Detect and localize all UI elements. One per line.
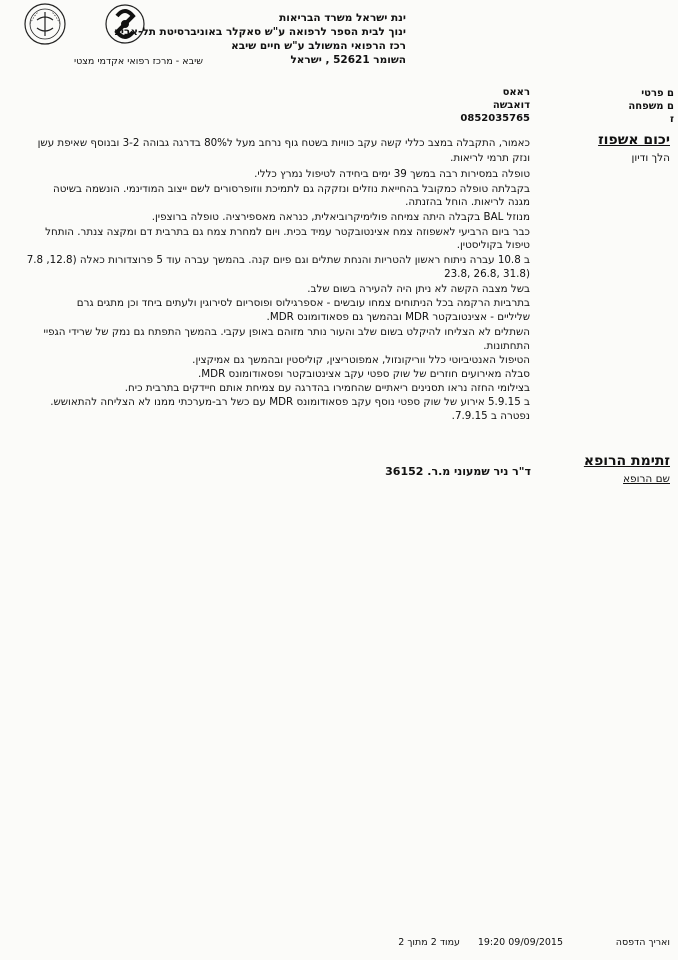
summary-line: בתרביות הרקמה בכל הניתוחים צמחו עובשים - אספרגילוס ופוסריום לסירוגין ולעתים ביחד וכן מתגים גרם [76,297,530,309]
signature-subtitle: שם הרופא [623,473,670,485]
summary-line: טיפול בקוליסטין. [456,239,530,251]
header-line-2: ינוך לבית הספר לרפואה ע"ש סאקלר באוניברסיטת תל-אביב [114,26,406,38]
last-name-value: דואבשה [492,100,530,111]
summary-line: כבר ביום הרביעי לאשפוזה צמח אצינטובקטר עמיד בכית. ויום למחרת צמח גם בתרבית דם ומקצה צנתר. הותחל [45,226,530,238]
summary-line: הטיפול האנטיביוטי כלל ווריקונזול, אמפוטריצין, קוליסטין ובהמשך גם אמיקצין. [192,354,530,366]
header-line-3: רכז הרפואי המשולב ע"ש חיים שיבא [231,40,406,52]
summary-line: מגנה לריאות. הוחל בהזנתה. [405,196,530,208]
summary-line: טופלה במסירות רבה במשך 39 ימים ביחידה לטיפול נמרץ כללי. [254,168,530,180]
id-number-value: 0852035765 [460,113,530,124]
summary-line: נפטרה ב 7.9.15. [451,410,530,422]
ministry-emblem-icon [22,2,68,46]
summary-line: ב 10.8 עברה ניתוח ראשון להטריות והנחת שתלים וגם פיום קנה. בהמשך עברה עוד 5 פרוצדורות כאלה (12.8, 7.8 [26,254,530,266]
summary-line: סבלה מאירועים חוזרים של שוק ספטי עקב אצינטובקטר ופסאודומונס MDR. [198,368,530,380]
header-line-4: השומר 52621 , ישראל [290,54,406,66]
summary-title: יכום אשפוז [598,132,670,148]
summary-line: בקבלתה טופלה כמקובל בהחייאת נוזלים ונזקקה גם לתמיכת ווזופרסורים לשם ייצוב המודינמי. הונשמה בשיטה [52,183,530,195]
id-label: ז [669,114,674,125]
first-name-value: ראאס [502,87,530,98]
doctor-name: ד"ר ניר שמעוני מ.ר. 36152 [385,465,531,478]
header-line-1: ינת ישראל משרד הבריאות [279,12,406,24]
summary-line: השתלים לא הצליחו להיקלט בשום שלב והעור נותר מזוהם באופן עקבי. בהמשך התפתח גם נמק של שרידי הגפיי [43,326,530,338]
print-datetime: 19:20 09/09/2015 [477,937,563,948]
sheba-logo-icon [104,0,146,48]
summary-line: (31.8 ,26.8 ,23.8 [444,268,530,280]
last-name-label: ם משפחה [628,101,674,112]
summary-line: שליליים - אצינטובקטר MDR ובהמשך גם פסאודומונס MDR. [266,311,530,323]
signature-title: זתימת הרופא [583,453,670,469]
first-name-label: ם פרטי [641,88,674,99]
summary-line: ונזק תרמי לריאות. [450,152,530,164]
hospital-caption: שיבא - מרכז רפואי אקדמי מצטי [74,56,203,67]
summary-line: בשל מצבה הקשה לא ניתן היה להעירה בשום שלב. [307,283,530,295]
summary-line: ב 5.9.15 אירוע של שוק ספטי נוסף עקב פסאודומונס MDR עם כשל רב-מערכתי ממנו לא הצליחה להתאושש. [50,396,530,408]
summary-line: מנוזל BAL בקבלה היתה צמיחה פולימיקרוביאלית, כנראה מאספירציה. טופלה ברוצפין. [151,211,530,223]
summary-subtitle: הלך ודיון [631,152,670,164]
summary-line: התחתונות. [483,340,530,352]
summary-line: בצילומי החזה נראו תסנינים ריאתיים שהחמירו בהדרגה עם צמיחת אותם חיידקים בתרבית כיח. [124,382,530,394]
page-number: עמוד 2 מתוך 2 [398,937,460,948]
summary-line: כאמור, התקבלה במצב כללי קשה עקב כוויות בשטח גוף נרחב מעל ל80% בדרגה גבוהה 3-2 ובנוסף שאיפת עשן [37,137,530,149]
print-date-label: ואריך הדפסה [615,937,670,948]
